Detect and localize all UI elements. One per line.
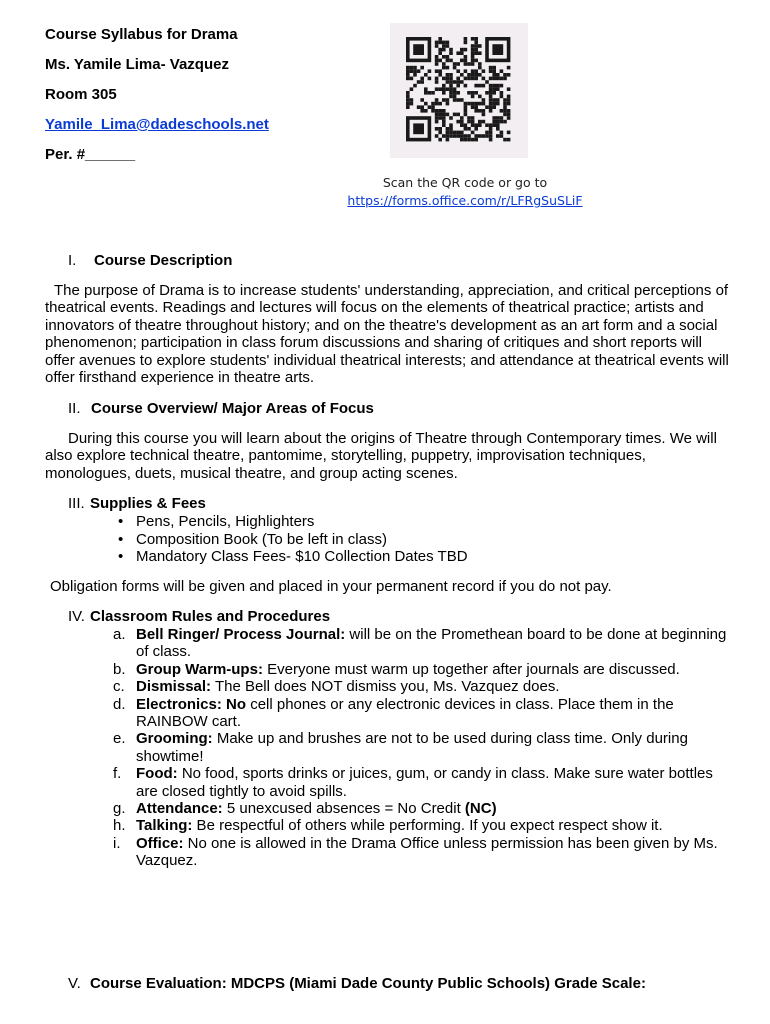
- section-2-number: II.: [68, 400, 81, 417]
- room-number: Room 305: [45, 86, 117, 103]
- list-item: • Pens, Pencils, Highlighters: [118, 513, 468, 531]
- rule-item: b. Group Warm-ups: Everyone must warm up together after journals are discussed.: [113, 660, 680, 678]
- classroom-rules-list: [113, 626, 733, 870]
- qr-caption: Scan the QR code or go to: [382, 175, 548, 190]
- section-4-title: Classroom Rules and Procedures: [90, 608, 331, 625]
- section-5-number: V.: [68, 975, 81, 992]
- section-1-heading: [68, 252, 232, 269]
- supplies-list: [118, 513, 468, 566]
- course-overview-text: During this course you will learn about the origins of Theatre through Contemporary times. We will also explore technical theatre, pantomime, storytelling, puppetry, improvisation techniques, monologues, duets, musical theatre, and group acting scenes.: [45, 430, 717, 482]
- course-title: Course Syllabus for Drama: [45, 26, 238, 43]
- section-2-heading: [68, 400, 374, 417]
- qr-code-icon: [390, 23, 528, 158]
- teacher-email-link[interactable]: Yamile_Lima@dadeschools.net: [45, 116, 269, 133]
- section-5-heading: [68, 975, 646, 992]
- section-4-number: IV.: [68, 608, 85, 625]
- section-1-title: Course Description: [94, 252, 233, 269]
- rule-item: i. Office: No one is allowed in the Drama Office unless permission has been given by Ms. Vazquez.: [113, 834, 718, 870]
- period-field: Per. #______: [45, 146, 136, 163]
- qr-code-image: [390, 23, 528, 158]
- section-3-heading: [68, 495, 206, 512]
- rule-item: f. Food: No food, sports drinks or juices, gum, or candy in class. Make sure water bottles are closed tightly to avoid spills.: [113, 765, 713, 800]
- rule-item: c. Dismissal: The Bell does NOT dismiss you, Ms. Vazquez does.: [113, 678, 560, 696]
- list-item: • Composition Book (To be left in class): [118, 531, 468, 549]
- section-2-title: Course Overview/ Major Areas of Focus: [91, 400, 374, 417]
- rule-item: g. Attendance: 5 unexcused absences = No Credit (NC): [113, 800, 497, 818]
- section-4-heading: [68, 608, 330, 625]
- section-5-title: Course Evaluation: MDCPS (Miami Dade County Public Schools) Grade Scale:: [90, 975, 646, 992]
- teacher-name: Ms. Yamile Lima- Vazquez: [45, 56, 229, 73]
- rule-item: e. Grooming: Make up and brushes are not to be used during class time. Only during showtime!: [113, 730, 688, 765]
- obligation-note: Obligation forms will be given and placed in your permanent record if you do not pay.: [50, 578, 612, 595]
- section-3-number: III.: [68, 495, 85, 512]
- rule-item: h. Talking: Be respectful of others while performing. If you expect respect show it.: [113, 817, 663, 835]
- section-1-number: I.: [68, 252, 77, 269]
- course-description-text: The purpose of Drama is to increase students' understanding, appreciation, and critical perceptions of theatrical events. Readings and lectures will focus on the elements of theatrical practice; artists and innovators of theatre throughout history; and on the theatre's development as an art form and a social phenomenon; participation in class forum discussions and sharing of critiques and short reports will offer avenues to explore students' individual theatrical interests; and attendance at theatrical events will offer firsthand experience in theatre arts.: [45, 282, 729, 387]
- rule-item: d. Electronics: No cell phones or any electronic devices in class. Place them in the RAINBOW cart.: [113, 695, 674, 731]
- qr-form-link[interactable]: https://forms.office.com/r/LFRgSuSLiF: [347, 193, 583, 208]
- section-3-title: Supplies & Fees: [90, 495, 206, 512]
- list-item: • Mandatory Class Fees- $10 Collection Dates TBD: [118, 548, 468, 566]
- rule-item: a. Bell Ringer/ Process Journal: will be on the Promethean board to be done at beginning of class.: [113, 626, 727, 661]
